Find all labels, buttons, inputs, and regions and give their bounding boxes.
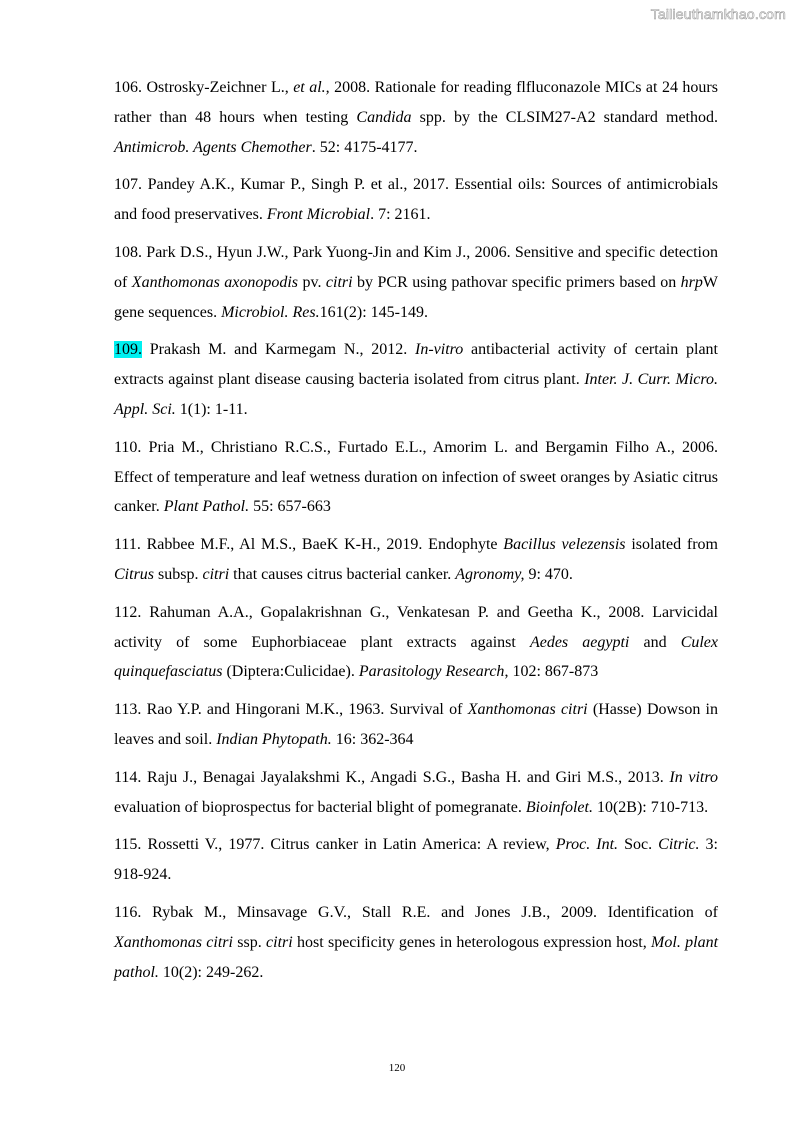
italic-text: Xanthomonas citri — [114, 933, 233, 951]
reference-text: 10(2): 249-262. — [158, 963, 264, 981]
reference-text: Pandey A.K., Kumar P., Singh P. et al., 2017. Essential oils: Sources of antimicrobials and food preservatives. — [114, 176, 718, 224]
reference-item — [114, 238, 718, 327]
italic-text: Parasitology Research — [358, 663, 505, 681]
reference-text: Ostrosky-Zeichner L., — [142, 79, 294, 96]
reference-list — [114, 73, 718, 995]
reference-text: Rabbee M.F., Al M.S., BaeK K-H., 2019. Endophyte — [140, 536, 504, 554]
reference-text: Rao Y.P. and Hingorani M.K., 1963. Survival of — [141, 701, 468, 719]
italic-text: Aedes aegypti — [529, 633, 630, 651]
reference-item — [114, 335, 718, 424]
reference-number: 112. — [114, 603, 142, 621]
reference-text: Prakash M. and Karmegam N., 2012. — [142, 341, 415, 359]
italic-text: Agronomy, — [455, 565, 525, 583]
italic-text: Culex quinquefasciatus — [114, 633, 719, 681]
italic-text: Front Microbial — [266, 206, 371, 224]
reference-text: Raju J., Benagai Jayalakshmi K., Angadi S.G., Basha H. and Giri M.S., 2013. — [141, 768, 670, 786]
italic-text: Mol. plant pathol. — [114, 933, 719, 981]
reference-text: 10(2B): 710-713. — [592, 798, 709, 816]
reference-text: Rahuman A.A., Gopalakrishnan G., Venkatesan P. and Geetha K., 2008. Larvicidal activity of some Euphorbiaceae plant extracts against — [114, 603, 718, 651]
reference-text: 161(2): 145-149. — [319, 303, 428, 321]
italic-text: Xanthomonas citri — [467, 701, 588, 719]
italic-text: Citrus — [114, 565, 155, 583]
reference-text: by PCR using pathovar specific primers based on — [352, 273, 681, 291]
reference-number: 115. — [114, 836, 142, 854]
reference-number: 107. — [114, 176, 142, 194]
page-number: 120 — [388, 1062, 406, 1074]
reference-text: host specificity genes in heterologous expression host, — [292, 933, 652, 951]
italic-text: citri — [266, 933, 293, 951]
reference-text: (Hasse) Dowson in leaves and soil. — [114, 701, 719, 748]
reference-number: 111. — [114, 536, 141, 554]
reference-text: 2008. Rationale for reading flfluconazole MICs at 24 hours rather than 48 hours when testing — [114, 79, 718, 126]
reference-text: Rybak M., Minsavage G.V., Stall R.E. and Jones J.B., 2009. Identification of — [141, 903, 718, 921]
reference-item — [114, 433, 718, 522]
italic-text: et al., — [293, 79, 330, 96]
reference-item — [114, 898, 718, 987]
italic-text: Antimicrob. Agents Chemother — [114, 138, 312, 156]
italic-text: Proc. Int. — [555, 836, 619, 854]
reference-item — [114, 73, 718, 162]
italic-text: Microbiol. Res. — [221, 303, 320, 321]
reference-text: subsp. — [154, 565, 203, 583]
italic-text: Bacillus velezensis — [503, 536, 626, 554]
reference-text: antibacterial activity of certain plant extracts against plant disease causing bacteria isolated from citrus plant. — [114, 341, 719, 389]
reference-text: spp. by the CLSIM27-A2 standard method. — [411, 108, 718, 126]
italic-text: In-vitro — [415, 341, 464, 359]
reference-text: . 7: 2161. — [370, 206, 431, 224]
reference-text: and — [629, 633, 681, 651]
reference-number: 114. — [114, 768, 142, 786]
italic-text: Xanthomonas axonopodis — [131, 273, 299, 291]
italic-text: Indian Phytopath. — [216, 730, 332, 748]
reference-text: evaluation of bioprospectus for bacterial blight of pomegranate. — [114, 798, 526, 816]
reference-number: 109. — [114, 341, 142, 359]
reference-text: 3: 918-924. — [114, 836, 719, 884]
italic-text: Plant Pathol. — [163, 498, 250, 516]
italic-text: Candida — [356, 108, 412, 126]
italic-text: hrp — [680, 273, 703, 291]
reference-number: 110. — [114, 438, 142, 456]
reference-text: isolated from — [625, 536, 718, 554]
reference-item — [114, 530, 718, 590]
italic-text: citri — [325, 273, 353, 291]
reference-number: 113. — [114, 701, 142, 719]
reference-text: 16: 362-364 — [331, 730, 414, 748]
reference-text: pv. — [298, 273, 326, 291]
reference-item — [114, 170, 718, 230]
reference-text: (Diptera:Culicidae). — [222, 663, 359, 681]
italic-text: Citric. — [658, 836, 700, 854]
reference-text: W gene sequences. — [114, 273, 719, 321]
reference-text: Soc. — [618, 836, 659, 854]
reference-number: 108. — [114, 243, 142, 261]
reference-text: Pria M., Christiano R.C.S., Furtado E.L., Amorim L. and Bergamin Filho A., 2006. Effect of temperature and leaf wetness duration on infection of sweet oranges by Asiatic citrus canker. — [114, 438, 718, 516]
watermark: Tailieuthamkhao.com — [650, 6, 786, 22]
reference-text: 1(1): 1-11. — [175, 400, 248, 418]
italic-text: Inter. J. Curr. Micro. Appl. Sci. — [114, 371, 718, 418]
reference-text: . 52: 4175-4177. — [311, 138, 418, 156]
reference-item — [114, 695, 718, 755]
reference-text: ssp. — [232, 933, 267, 951]
reference-text: 9: 470. — [524, 565, 573, 583]
reference-text: Rossetti V., 1977. Citrus canker in Latin America: A review, — [141, 836, 556, 854]
reference-number: 116. — [114, 903, 142, 921]
reference-item — [114, 598, 718, 687]
reference-text: , 102: 867-873 — [504, 663, 599, 681]
italic-text: citri — [202, 565, 230, 583]
reference-number: 106. — [114, 79, 142, 96]
italic-text: In vitro — [669, 768, 719, 786]
reference-item — [114, 763, 718, 823]
reference-item — [114, 830, 718, 890]
italic-text: Bioinfolet. — [525, 798, 593, 816]
reference-text: that causes citrus bacterial canker. — [229, 565, 456, 583]
reference-text: Park D.S., Hyun J.W., Park Yuong-Jin and Kim J., 2006. Sensitive and specific detection of — [114, 243, 718, 291]
reference-text: 55: 657-663 — [249, 498, 331, 516]
